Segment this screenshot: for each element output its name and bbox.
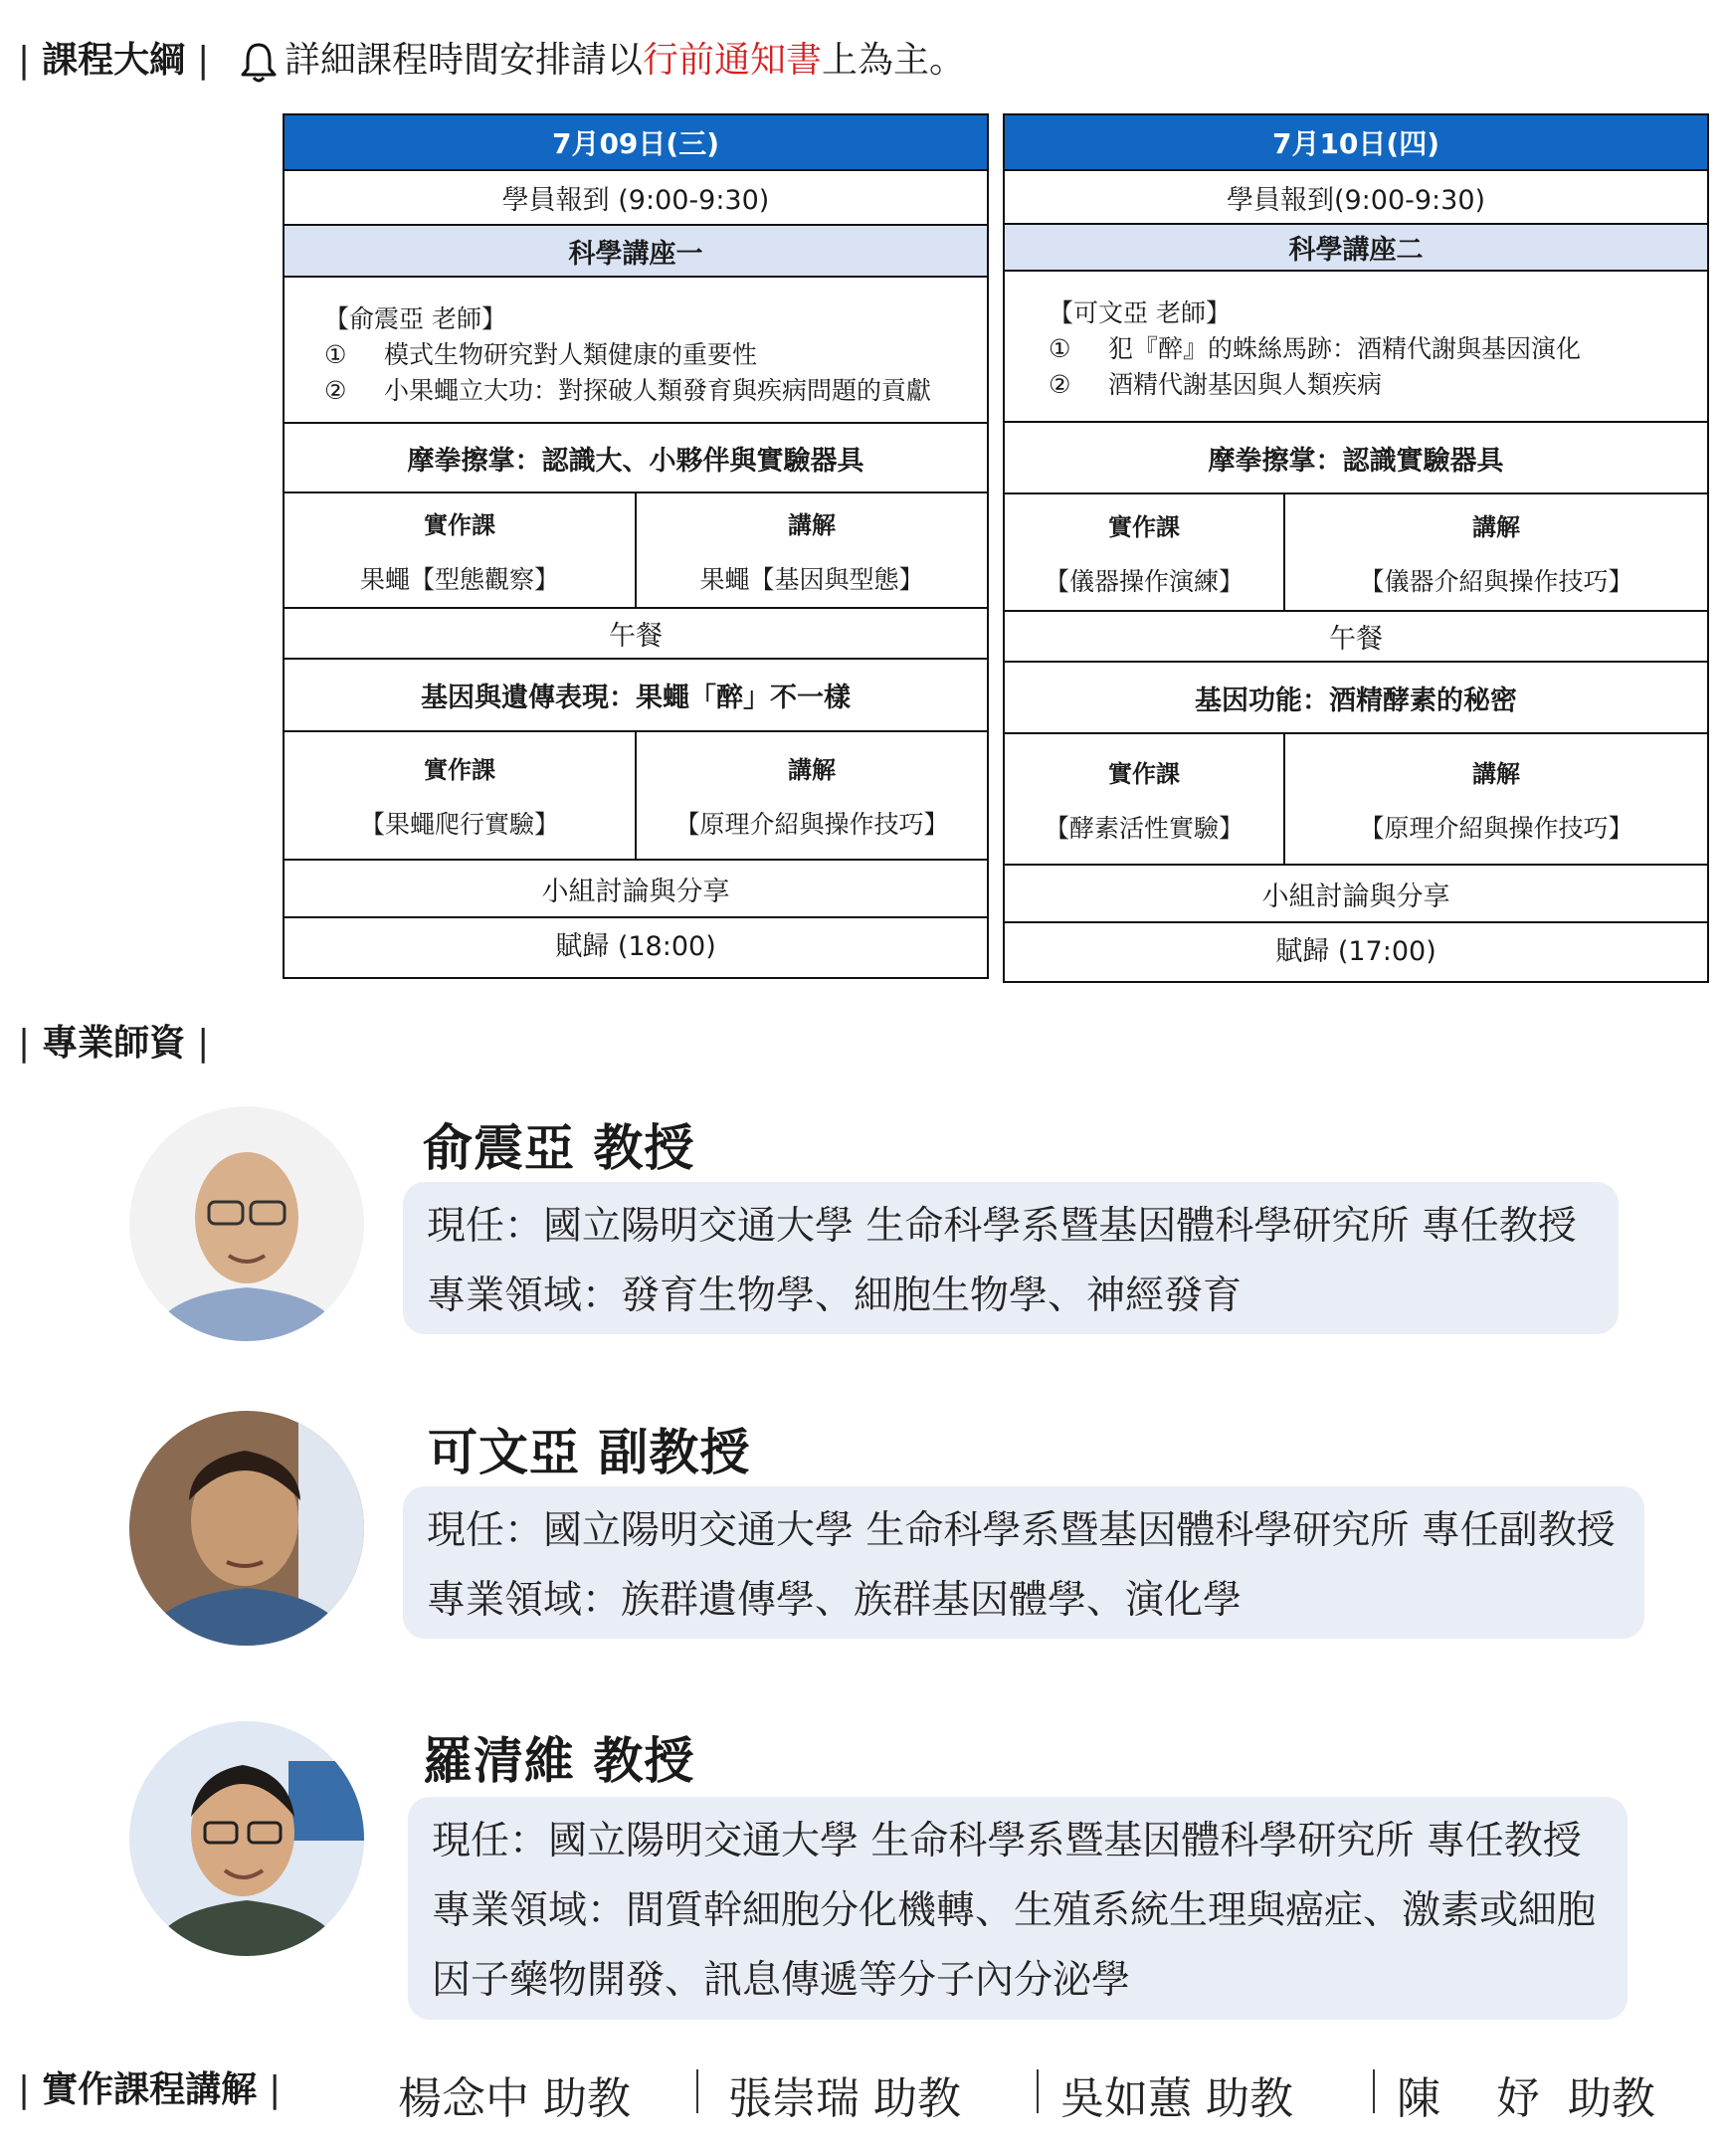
faculty-info-box xyxy=(403,1486,1644,1639)
session-title: 摩拳擦掌：認識實驗器具 xyxy=(1005,423,1707,494)
divider xyxy=(1037,2069,1039,2113)
faculty-info-box xyxy=(403,1182,1619,1334)
practice-cell: 實作課 【酵素活性實驗】 xyxy=(1044,759,1244,843)
faculty-name: 俞震亞 教授 xyxy=(423,1119,695,1177)
faculty-position: 現任：國立陽明交通大學 生命科學系暨基因體科學研究所 專任教授 xyxy=(427,1204,1577,1249)
lecture-detail xyxy=(1005,272,1707,423)
assistant-name: 張崇瑞 助教 xyxy=(728,2073,961,2124)
checkin-row: 學員報到(9:00-9:30) xyxy=(1005,171,1707,225)
divider xyxy=(1373,2069,1375,2113)
faculty-photo xyxy=(129,1721,364,1956)
faculty-photo xyxy=(129,1106,364,1341)
session-title: 基因與遺傳表現：果蠅「醉」不一樣 xyxy=(285,660,987,732)
notice-highlight: 行前通知書 xyxy=(643,40,823,81)
schedule-notice xyxy=(239,32,965,84)
lecture-cell: 講解 【儀器介紹與操作技巧】 xyxy=(1283,494,1707,610)
faculty-field: 專業領域：族群遺傳學、族群基因體學、演化學 xyxy=(427,1578,1243,1623)
assistants-heading: | 實作課程講解 | xyxy=(18,2069,282,2110)
lunch-row: 午餐 xyxy=(1005,612,1707,663)
assistant-name: 楊念中 助教 xyxy=(398,2073,631,2124)
session-split xyxy=(285,493,987,609)
checkin-row: 學員報到 (9:00-9:30) xyxy=(285,171,987,226)
course-outline-heading: | 課程大綱 | xyxy=(18,40,210,81)
session-title: 摩拳擦掌：認識大、小夥伴與實驗器具 xyxy=(285,424,987,493)
faculty-name: 可文亞 副教授 xyxy=(428,1424,751,1481)
teacher-name: 【俞震亞 老師】 xyxy=(324,304,506,333)
faculty-photo xyxy=(129,1411,364,1646)
faculty-position: 現任：國立陽明交通大學 生命科學系暨基因體科學研究所 專任教授 xyxy=(432,1819,1582,1863)
lecture-cell: 講解 【原理介紹與操作技巧】 xyxy=(1283,734,1707,864)
section-title: 專業師資 xyxy=(42,1023,186,1064)
lecture-detail xyxy=(285,278,987,424)
lunch-row: 午餐 xyxy=(285,609,987,660)
session-split xyxy=(1005,734,1707,866)
session-title: 基因功能：酒精酵素的秘密 xyxy=(1005,663,1707,734)
practice-cell: 實作課 【儀器操作演練】 xyxy=(1044,512,1244,596)
faculty-heading: | 專業師資 | xyxy=(18,1023,210,1064)
assistant-name: 陳 妤 助教 xyxy=(1397,2073,1655,2124)
practice-cell: 實作課 【果蠅爬行實驗】 xyxy=(359,756,559,839)
topic-item: ② 小果蠅立大功：對探破人類發育與疾病問題的貢獻 xyxy=(324,376,932,405)
session-split xyxy=(285,732,987,861)
dismiss-row: 賦歸 (18:00) xyxy=(555,930,716,962)
faculty-field-cont: 因子藥物開發、訊息傳遞等分子內分泌學 xyxy=(432,1958,1131,2003)
faculty-field: 專業領域：間質幹細胞分化機轉、生殖系統生理與癌症、激素或細胞 xyxy=(432,1888,1597,1933)
topic-item: ① 模式生物研究對人類健康的重要性 xyxy=(324,340,758,369)
day-date: 7月10日(四) xyxy=(1005,115,1707,171)
notice-text-end: 上為主。 xyxy=(822,40,966,81)
divider xyxy=(696,2069,698,2113)
topic-item: ① 犯『醉』的蛛絲馬跡：酒精代謝與基因演化 xyxy=(1049,334,1582,363)
faculty-info-box xyxy=(408,1797,1628,2020)
lecture-cell: 講解 果蠅【基因與型態】 xyxy=(635,493,987,607)
topic-item: ② 酒精代謝基因與人類疾病 xyxy=(1049,370,1383,399)
discussion-row: 小組討論與分享 xyxy=(285,861,987,918)
notice-text: 詳細課程時間安排請以 xyxy=(285,40,644,81)
faculty-field: 專業領域：發育生物學、細胞生物學、神經發育 xyxy=(427,1274,1243,1318)
practice-cell: 實作課 果蠅【型態觀察】 xyxy=(359,510,559,594)
lecture-title: 科學講座二 xyxy=(1005,225,1707,272)
lecture-title: 科學講座一 xyxy=(285,226,987,278)
day-date: 7月09日(三) xyxy=(285,115,987,171)
session-split xyxy=(1005,494,1707,612)
assistant-name: 吳如蕙 助教 xyxy=(1060,2073,1293,2124)
schedule-day-1 xyxy=(283,113,989,979)
teacher-name: 【可文亞 老師】 xyxy=(1049,298,1231,327)
dismiss-row: 賦歸 (17:00) xyxy=(1275,935,1437,967)
discussion-row: 小組討論與分享 xyxy=(1005,866,1707,923)
faculty-name: 羅清維 教授 xyxy=(423,1732,695,1790)
section-title: 課程大綱 xyxy=(42,40,186,81)
faculty-position: 現任：國立陽明交通大學 生命科學系暨基因體科學研究所 專任副教授 xyxy=(427,1508,1616,1553)
bell-icon xyxy=(239,40,279,84)
section-title: 實作課程講解 xyxy=(42,2069,258,2110)
lecture-cell: 講解 【原理介紹與操作技巧】 xyxy=(635,732,987,859)
schedule-day-2 xyxy=(1003,113,1709,983)
